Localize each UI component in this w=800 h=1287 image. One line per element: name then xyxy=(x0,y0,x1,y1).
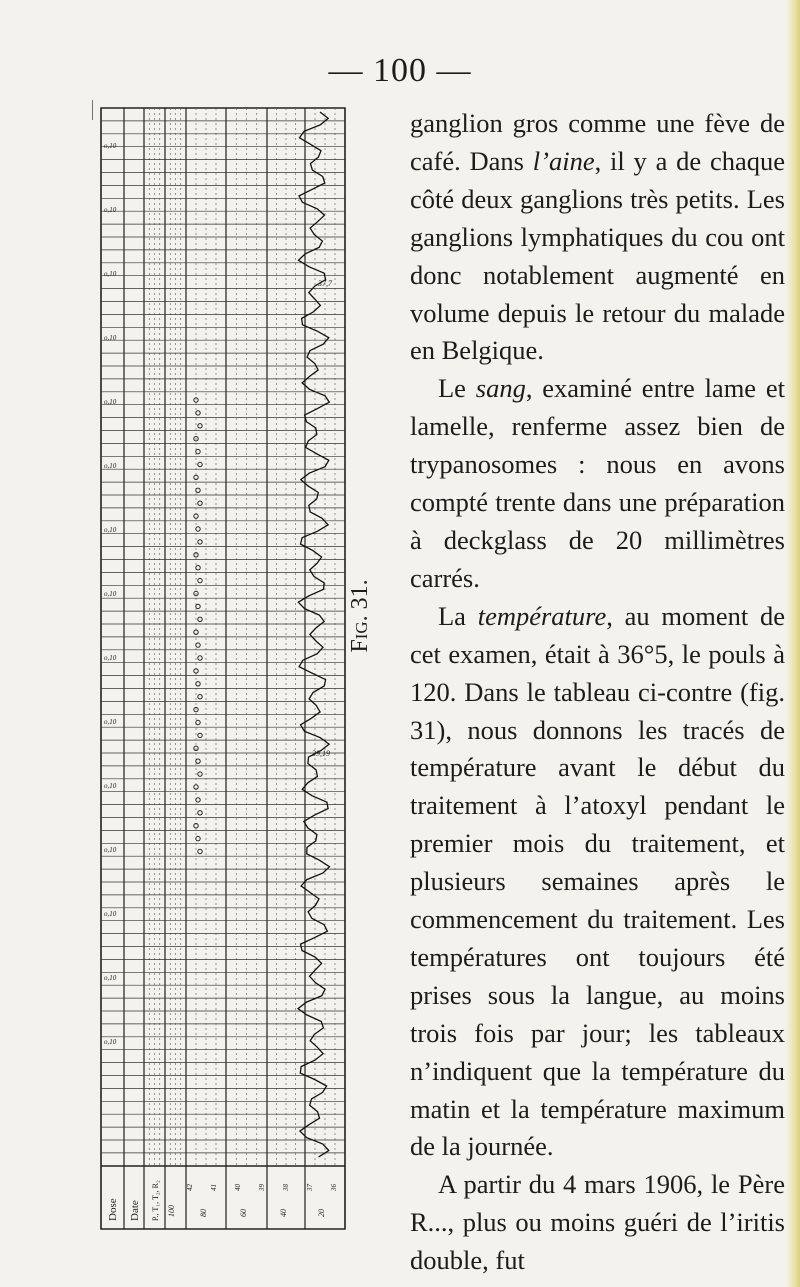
scale-label: 40 xyxy=(279,1209,288,1217)
dose-label: o,10 xyxy=(104,974,117,982)
temp-scale-label: 40 xyxy=(234,1184,242,1191)
axis-label: P., T₁, T₂, R₂ xyxy=(151,1180,160,1221)
temp-scale-label: 38 xyxy=(282,1184,290,1191)
paragraph xyxy=(410,598,785,1167)
dose-label: o,10 xyxy=(104,718,117,726)
paragraph xyxy=(410,370,785,597)
chart-annotation: 39,19 xyxy=(312,749,330,758)
text-run: A partir du 4 mars 1906, le Père R..., plus ou moins guéri de l’iritis double, fut xyxy=(410,1169,785,1276)
paragraph xyxy=(410,105,785,370)
axis-label: Date xyxy=(129,1200,141,1221)
temp-scale-label: 42 xyxy=(186,1184,194,1191)
dose-label: o,10 xyxy=(104,846,117,854)
dose-label: o,10 xyxy=(104,334,117,342)
axis-label: Dose xyxy=(107,1198,119,1221)
figure-label-number: 31. xyxy=(347,579,373,610)
text-run: , au moment de cet examen, était à 36°5, le pouls à 120. Dans le tableau ci-contre (fig. 31), nous donnons les tracés de température avant le début du traitement à l’atoxyl pendant le premier mois du traitement, et plusieurs semaines après le commencement du traitement. Les températures ont toujours été prises sous la langue, au moins trois fois par jour; les tableaux n’indiquent que la température du matin et la température maximum de la journée. xyxy=(410,600,785,1162)
figure-label xyxy=(347,556,387,676)
page-number: — 100 — xyxy=(328,52,472,89)
dose-label: o,10 xyxy=(104,462,117,470)
scale-label: 60 xyxy=(239,1209,248,1217)
text-run: , il y a de chaque côté deux ganglions très petits. Les ganglions lymphatiques du cou ont donc notablement augmenté en volume depuis le retour du malade en Belgique. xyxy=(410,145,785,366)
italic-text: température xyxy=(477,600,607,631)
text-run: ganglion gros comme une fève de café. Dans xyxy=(410,108,785,176)
italic-text: l’aine xyxy=(532,145,595,176)
text-run: La xyxy=(438,600,478,631)
figure-label-prefix: Fig. xyxy=(347,615,373,653)
temp-scale-label: 36 xyxy=(330,1184,338,1191)
text-run: , examiné entre lame et lamelle, renferme assez bien de trypanosomes : nous en avons compté trente dans une préparation à deckglass de 20 millimètres carrés. xyxy=(410,373,785,593)
dose-label: o,10 xyxy=(104,526,117,534)
dose-label: o,10 xyxy=(104,910,117,918)
temperature-chart xyxy=(92,100,354,1235)
chart-frame xyxy=(101,108,345,1229)
text-run: Le xyxy=(438,373,476,404)
temp-scale-label: 41 xyxy=(210,1184,218,1191)
dose-label: o,10 xyxy=(104,782,117,790)
scale-label: 100 xyxy=(167,1205,176,1217)
scale-label: 20 xyxy=(317,1209,326,1217)
dose-label: o,10 xyxy=(104,590,117,598)
page-edge-stain xyxy=(786,0,800,1287)
italic-text: sang xyxy=(475,373,526,404)
temp-scale-label: 37 xyxy=(306,1184,314,1191)
dose-label: o,10 xyxy=(104,654,117,662)
dose-label: o,10 xyxy=(104,398,117,406)
paragraph xyxy=(410,1166,785,1280)
dose-label: o,10 xyxy=(104,206,117,214)
temperature-chart-figure xyxy=(92,100,354,1240)
dose-label: o,10 xyxy=(104,1038,117,1046)
body-text xyxy=(410,105,785,1280)
temp-scale-label: 39 xyxy=(258,1184,266,1191)
scale-label: 80 xyxy=(199,1209,208,1217)
chart-annotation: 37,7 xyxy=(318,279,332,288)
dose-label: o,10 xyxy=(104,142,117,150)
dose-label: o,10 xyxy=(104,270,117,278)
